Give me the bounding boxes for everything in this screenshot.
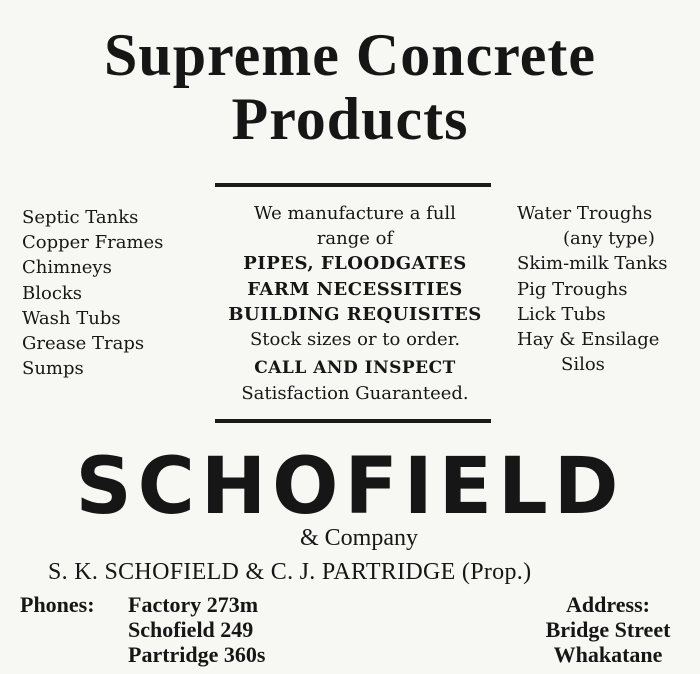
list-item: Chimneys — [22, 257, 112, 279]
intro-line-2: range of — [316, 228, 394, 250]
address-street: Bridge Street — [545, 617, 671, 642]
stock-sizes: Stock sizes or to order. — [249, 329, 461, 351]
pipes-floodgates: PIPES, FLOODGATES — [243, 253, 467, 275]
right-product-list — [517, 201, 667, 377]
brand-name: SCHOFIELD — [75, 442, 625, 532]
list-item: Skim-milk Tanks — [517, 253, 668, 275]
address-block — [520, 592, 696, 667]
intro-line-1: We manufacture a full — [254, 203, 456, 224]
list-item: Blocks — [22, 282, 83, 304]
satisfaction-guaranteed: Satisfaction Guaranteed. — [241, 383, 469, 405]
schofield-phone: Schofield 249 — [128, 617, 254, 642]
address-label: Address: — [566, 592, 650, 617]
list-item: Copper Frames — [22, 232, 164, 254]
list-item: Pig Troughs — [517, 278, 628, 300]
factory-phone: Factory 273m — [128, 592, 259, 617]
list-item: Hay & Ensilage — [517, 329, 660, 351]
list-item: Lick Tubs — [517, 303, 606, 325]
top-divider — [215, 183, 491, 187]
call-and-inspect: CALL AND INSPECT — [254, 358, 456, 379]
address-town: Whakatane — [553, 642, 663, 667]
phones-label: Phones: — [20, 592, 95, 617]
company-line: & Company — [300, 525, 418, 551]
farm-necessities: FARM NECESSITIES — [247, 278, 463, 300]
left-product-list — [22, 205, 163, 381]
list-item: Silos — [561, 354, 605, 376]
headline-line-1: Supreme Concrete — [103, 22, 596, 88]
building-requisites: BUILDING REQUISITES — [228, 303, 482, 325]
partridge-phone: Partridge 360s — [128, 642, 266, 667]
headline-line-2: Products — [231, 86, 469, 152]
list-item: Wash Tubs — [22, 307, 121, 329]
bottom-divider — [215, 419, 491, 423]
list-item: Grease Traps — [22, 333, 145, 355]
list-item: Septic Tanks — [22, 207, 139, 228]
list-item: Water Troughs — [517, 203, 653, 224]
list-item: Sumps — [22, 358, 84, 380]
phones-block — [20, 592, 265, 667]
list-item: (any type) — [563, 228, 655, 250]
center-description — [205, 201, 505, 407]
proprietors-line: S. K. SCHOFIELD & C. J. PARTRIDGE (Prop.) — [48, 559, 532, 585]
